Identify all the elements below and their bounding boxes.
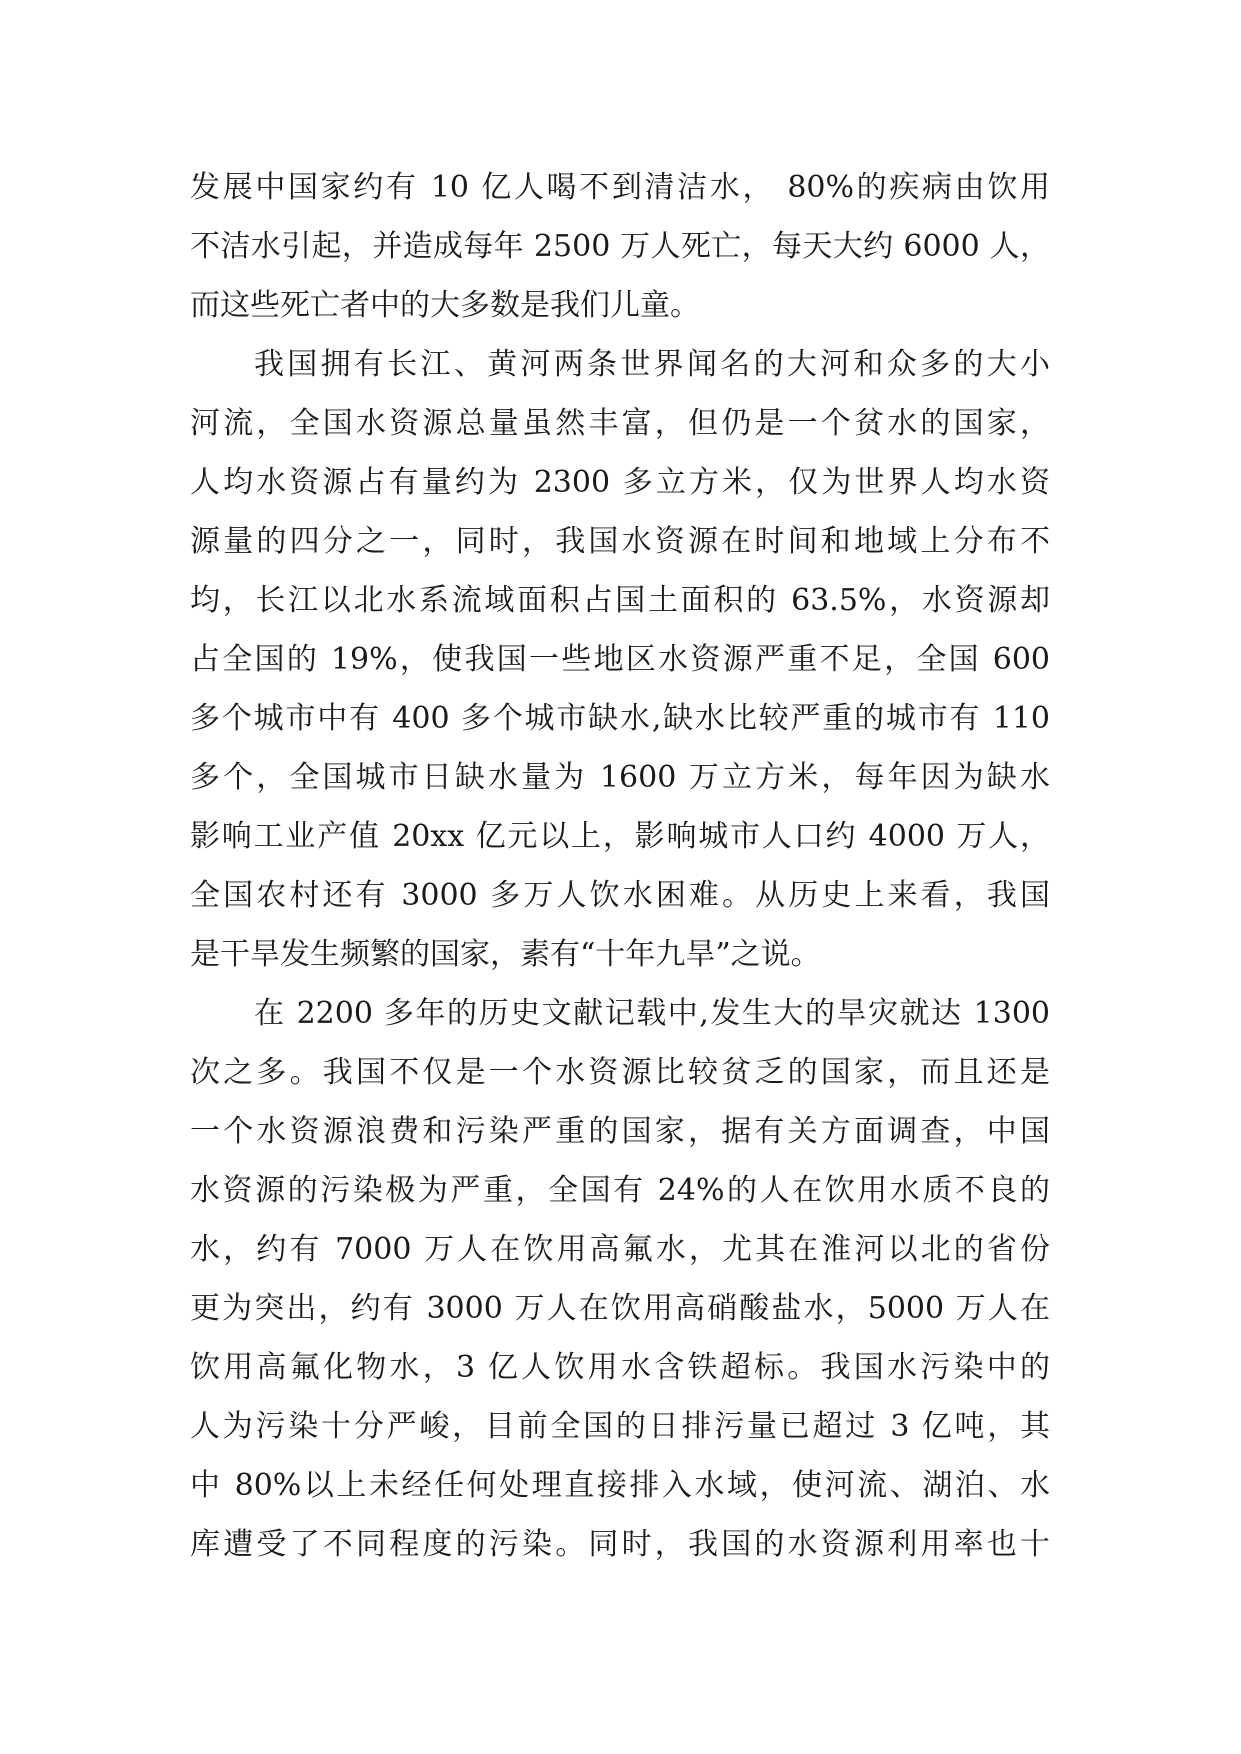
text-line: 而这些死亡者中的大多数是我们儿童。 bbox=[190, 288, 700, 323]
text-line: 多个，全国城市日缺水量为 1600 万立方米，每年因为缺水 bbox=[190, 760, 1050, 795]
text-line: 多个城市中有 400 多个城市缺水,缺水比较严重的城市有 110 bbox=[190, 701, 1050, 736]
text-line: 中 80%以上未经任何处理直接排入水域，使河流、湖泊、水 bbox=[190, 1468, 1050, 1503]
text-line: 不洁水引起，并造成每年 2500 万人死亡，每天大约 6000 人， bbox=[190, 229, 1050, 264]
text-line: 水，约有 7000 万人在饮用高氟水，尤其在淮河以北的省份 bbox=[190, 1232, 1050, 1267]
text-line: 更为突出，约有 3000 万人在饮用高硝酸盐水，5000 万人在 bbox=[190, 1291, 1050, 1326]
text-line: 库遭受了不同程度的污染。同时，我国的水资源利用率也十 bbox=[190, 1527, 1050, 1562]
text-line: 全国农村还有 3000 多万人饮水困难。从历史上来看，我国 bbox=[190, 878, 1050, 913]
paragraph-first-line: 在 2200 多年的历史文献记载中,发生大的旱灾就达 1300 bbox=[254, 996, 1050, 1031]
text-line: 是干旱发生频繁的国家，素有“十年九旱”之说。 bbox=[190, 937, 821, 972]
text-line: 河流，全国水资源总量虽然丰富，但仍是一个贫水的国家， bbox=[190, 406, 1050, 441]
text-line: 影响工业产值 20xx 亿元以上，影响城市人口约 4000 万人， bbox=[190, 819, 1050, 854]
text-line: 饮用高氟化物水，3 亿人饮用水含铁超标。我国水污染中的 bbox=[190, 1350, 1050, 1385]
text-line: 占全国的 19%，使我国一些地区水资源严重不足，全国 600 bbox=[190, 642, 1050, 677]
text-line: 源量的四分之一，同时，我国水资源在时间和地域上分布不 bbox=[190, 524, 1050, 559]
text-line: 人均水资源占有量约为 2300 多立方米，仅为世界人均水资 bbox=[190, 465, 1050, 500]
paragraph-first-line: 我国拥有长江、黄河两条世界闻名的大河和众多的大小 bbox=[254, 347, 1050, 382]
document-body bbox=[190, 158, 1050, 1574]
text-line: 一个水资源浪费和污染严重的国家，据有关方面调查，中国 bbox=[190, 1114, 1050, 1149]
text-line: 发展中国家约有 10 亿人喝不到清洁水， 80%的疾病由饮用 bbox=[190, 170, 1050, 205]
text-line: 均，长江以北水系流域面积占国土面积的 63.5%，水资源却 bbox=[190, 583, 1050, 618]
text-line: 水资源的污染极为严重，全国有 24%的人在饮用水质不良的 bbox=[190, 1173, 1050, 1208]
text-line: 次之多。我国不仅是一个水资源比较贫乏的国家，而且还是 bbox=[190, 1055, 1050, 1090]
text-line: 人为污染十分严峻，目前全国的日排污量已超过 3 亿吨，其 bbox=[190, 1409, 1050, 1444]
